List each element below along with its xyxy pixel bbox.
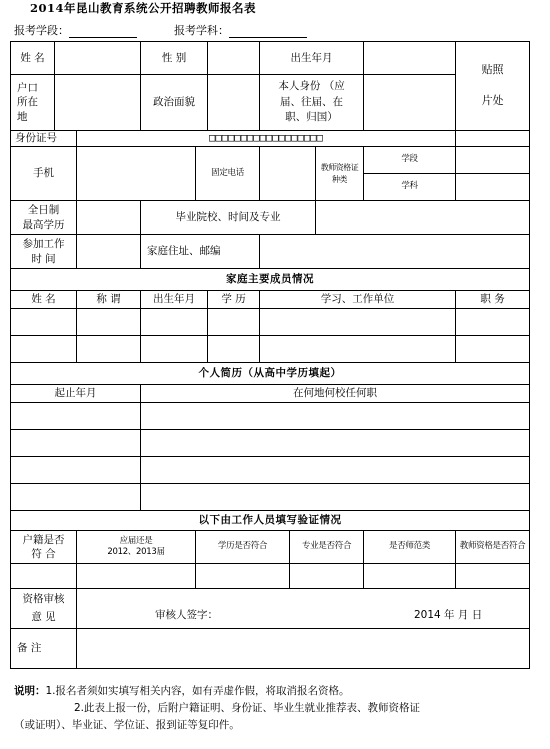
reviewer-signature-label: 审核人签字： bbox=[155, 608, 218, 621]
politics-label: 政治面貌 bbox=[141, 75, 208, 131]
stage-label: 学段 bbox=[364, 147, 456, 174]
notes-header: 说明： bbox=[14, 685, 46, 697]
identity-label: 本人身份 （应 届、往届、在 职、归国） bbox=[260, 75, 364, 131]
resume-row bbox=[11, 484, 530, 511]
gender-field[interactable] bbox=[208, 42, 260, 75]
basic-row-2 bbox=[11, 75, 530, 131]
id-number-label: 身份证号 bbox=[11, 131, 77, 147]
review-label: 资格审核 意 见 bbox=[11, 589, 77, 629]
resume-cell[interactable] bbox=[11, 457, 141, 484]
verify-col-education: 学历是否符合 bbox=[196, 531, 290, 564]
verify-col-cert: 教师资格是否符合 bbox=[456, 531, 530, 564]
home-address-field[interactable] bbox=[260, 235, 530, 269]
politics-field[interactable] bbox=[208, 75, 260, 131]
review-row bbox=[11, 589, 530, 629]
photo-area[interactable] bbox=[456, 42, 530, 131]
fulltime-edu-label: 全日制 最高学历 bbox=[11, 201, 77, 235]
note-1-text: 1.报名者须如实填写相关内容，如有弄虚作假，将取消报名资格。 bbox=[45, 685, 350, 697]
review-date: 2014 年 月 日 bbox=[414, 608, 483, 621]
subject-label: 学科 bbox=[364, 174, 456, 201]
school-major-field[interactable] bbox=[316, 201, 530, 235]
resume-cell[interactable] bbox=[11, 430, 141, 457]
family-cell[interactable] bbox=[11, 336, 77, 363]
fulltime-edu-field[interactable] bbox=[77, 201, 141, 235]
resume-cell[interactable] bbox=[11, 403, 141, 430]
form-title: 2014年昆山教育系统公开招聘教师报名表 bbox=[30, 1, 257, 15]
identity-field[interactable] bbox=[364, 75, 456, 131]
school-major-label: 毕业院校、时间及专业 bbox=[141, 201, 316, 235]
resume-cell[interactable] bbox=[11, 484, 141, 511]
stage-field[interactable] bbox=[456, 147, 530, 174]
hukou-label: 户口 所在 地 bbox=[11, 75, 55, 131]
verify-col-major: 专业是否符合 bbox=[290, 531, 364, 564]
verify-cell[interactable] bbox=[290, 564, 364, 589]
remark-row bbox=[11, 629, 530, 669]
resume-cell[interactable] bbox=[141, 430, 530, 457]
education-row bbox=[11, 201, 530, 235]
remark-label: 备 注 bbox=[11, 629, 77, 669]
subject-field[interactable] bbox=[456, 174, 530, 201]
note-line-1 bbox=[14, 683, 534, 700]
family-cell[interactable] bbox=[208, 309, 260, 336]
family-col-workplace: 学习、工作单位 bbox=[260, 291, 456, 309]
resume-row bbox=[11, 403, 530, 430]
family-col-relation: 称 谓 bbox=[77, 291, 141, 309]
family-section-row bbox=[11, 269, 530, 291]
family-cell[interactable] bbox=[260, 309, 456, 336]
phone-row-1 bbox=[11, 147, 530, 174]
photo-label-1: 贴照 bbox=[481, 63, 504, 77]
family-col-name: 姓 名 bbox=[11, 291, 77, 309]
family-col-education: 学 历 bbox=[208, 291, 260, 309]
family-cell[interactable] bbox=[11, 309, 77, 336]
resume-header-row bbox=[11, 385, 530, 403]
exam-level-label: 报考学段： bbox=[14, 24, 69, 37]
resume-section-row bbox=[11, 363, 530, 385]
home-address-label: 家庭住址、邮编 bbox=[141, 235, 260, 269]
gender-label: 性 别 bbox=[141, 42, 208, 75]
resume-col-role: 在何地何校任何职 bbox=[141, 385, 530, 403]
verify-cell[interactable] bbox=[456, 564, 530, 589]
resume-cell[interactable] bbox=[141, 403, 530, 430]
family-cell[interactable] bbox=[77, 336, 141, 363]
family-cell[interactable] bbox=[456, 309, 530, 336]
exam-level-blank[interactable] bbox=[69, 25, 137, 38]
remark-field[interactable] bbox=[77, 629, 530, 669]
resume-cell[interactable] bbox=[141, 457, 530, 484]
family-row bbox=[11, 309, 530, 336]
resume-cell[interactable] bbox=[141, 484, 530, 511]
basic-row-1 bbox=[11, 42, 530, 75]
resume-row bbox=[11, 430, 530, 457]
notes-section bbox=[14, 683, 534, 734]
verify-section-row bbox=[11, 511, 530, 531]
verify-col-graduation: 应届还是 2012、2013届 bbox=[77, 531, 196, 564]
family-cell[interactable] bbox=[260, 336, 456, 363]
name-label: 姓 名 bbox=[11, 42, 55, 75]
family-cell[interactable] bbox=[456, 336, 530, 363]
verify-cell[interactable] bbox=[364, 564, 456, 589]
landline-field[interactable] bbox=[260, 147, 316, 201]
note-line-3: （或证明）、毕业证、学位证、报到证等复印件。 bbox=[14, 719, 240, 731]
work-start-row bbox=[11, 235, 530, 269]
phone-field[interactable] bbox=[77, 147, 196, 201]
verify-cell[interactable] bbox=[77, 564, 196, 589]
family-cell[interactable] bbox=[77, 309, 141, 336]
family-col-birth: 出生年月 bbox=[141, 291, 208, 309]
family-col-position: 职 务 bbox=[456, 291, 530, 309]
id-row bbox=[11, 131, 530, 147]
id-number-extra bbox=[456, 131, 530, 147]
family-header-row bbox=[11, 291, 530, 309]
teacher-cert-type-label: 教师资格证 种类 bbox=[316, 147, 364, 201]
registration-form-table bbox=[10, 41, 530, 669]
work-start-label: 参加工作 时 间 bbox=[11, 235, 77, 269]
landline-label: 固定电话 bbox=[196, 147, 260, 201]
note-line-2: 2.此表上报一份，后附户籍证明、身份证、毕业生就业推荐表、教师资格证 bbox=[74, 702, 421, 714]
family-section-title: 家庭主要成员情况 bbox=[11, 269, 530, 291]
verify-section-title: 以下由工作人员填写验证情况 bbox=[11, 511, 530, 531]
resume-col-period: 起止年月 bbox=[11, 385, 141, 403]
verify-col-hukou: 户籍是否 符 合 bbox=[11, 531, 77, 564]
resume-section-title: 个人简历（从高中学历填起） bbox=[11, 363, 530, 385]
family-cell[interactable] bbox=[141, 336, 208, 363]
exam-subject-label: 报考学科： bbox=[174, 24, 229, 37]
resume-row bbox=[11, 457, 530, 484]
hukou-field[interactable] bbox=[55, 75, 141, 131]
family-cell[interactable] bbox=[208, 336, 260, 363]
work-start-field[interactable] bbox=[77, 235, 141, 269]
family-cell[interactable] bbox=[141, 309, 208, 336]
birth-field[interactable] bbox=[364, 42, 456, 75]
verify-header-row bbox=[11, 531, 530, 564]
verify-cell[interactable] bbox=[196, 564, 290, 589]
exam-subject-blank[interactable] bbox=[229, 25, 307, 38]
name-field[interactable] bbox=[55, 42, 141, 75]
exam-subject-field bbox=[174, 22, 307, 38]
exam-level-field bbox=[14, 22, 137, 38]
phone-label: 手机 bbox=[11, 147, 77, 201]
verify-cell[interactable] bbox=[11, 564, 77, 589]
review-field[interactable] bbox=[77, 589, 530, 629]
verify-row bbox=[11, 564, 530, 589]
photo-label-2: 片处 bbox=[481, 94, 504, 107]
family-row bbox=[11, 336, 530, 363]
verify-col-normal: 是否师范类 bbox=[364, 531, 456, 564]
id-number-boxes[interactable]: □□□□□□□□□□□□□□□□□□ bbox=[77, 131, 456, 147]
birth-label: 出生年月 bbox=[260, 42, 364, 75]
